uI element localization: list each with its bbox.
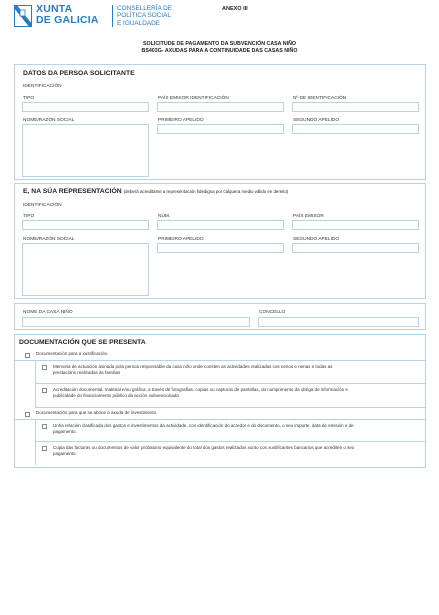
logo-xunta-text [36,4,99,26]
logo-separator [112,5,113,27]
doc-item-justification-text: Documentación para a xustificación. [36,351,109,356]
rep-tipo-field[interactable] [22,220,149,230]
doc-item-relacion-gastos [36,420,425,442]
concello-label: CONCELLO [259,310,286,315]
casa-nino-section [14,303,426,330]
applicant-section [14,64,426,180]
relacion-line2: pagamento. [53,429,77,435]
concello-field[interactable] [258,317,419,327]
acreditacion-line1: Acreditación documental, material e/ou gráfica, a través de fotografías, copias ou capturas de pantallas, do cumprimento da obriga de información e [53,387,348,392]
applicant-identification-label: IDENTIFICACIÓN [23,84,62,89]
document-title [0,41,439,54]
representative-note: (deberá acreditarse a representación fidedigna por calquera medio válido en dereito) [123,189,289,194]
relacion-line1: Unha relación clasificada dos gastos e investimentos da actividade, con identificación do acredor e do documento, o seu importe, data de emisión e de [53,423,354,428]
applicant-nome-label: NOME/RAZÓN SOCIAL [23,118,75,123]
logo-line1: XUNTA [36,3,73,15]
doc-item-acreditacion [36,384,425,408]
rep-ape2-label: SEGUNDO APELIDO [293,237,340,242]
rep-pais-label: PAÍS EMISOR [293,214,324,219]
doc-item-investment [15,408,425,420]
documentation-heading: DOCUMENTACIÓN QUE SE PRESENTA [19,339,146,346]
doc-item-relacion-gastos-text [53,423,354,436]
rep-num-label: NÚM. [158,214,171,219]
logo-cons-line1: CONSELLERÍA DE [117,5,173,12]
applicant-ape1-label: PRIMEIRO APELIDO [158,118,204,123]
rep-ape1-label: PRIMEIRO APELIDO [158,237,204,242]
representative-heading-text: E, NA SÚA REPRESENTACIÓN [23,188,122,195]
logo-cons-line3: E IGUALDADE [117,19,160,27]
applicant-tipo-field[interactable] [22,102,149,112]
representative-section [14,183,426,299]
doc-item-facturas [36,442,425,465]
applicant-heading: DATOS DA PERSOA SOLICITANTE [23,70,135,77]
rep-tipo-label: TIPO [23,214,35,219]
logo-line2: DE GALICIA [36,14,99,26]
applicant-ape2-label: SEGUNDO APELIDO [293,118,340,123]
annex-label: ANEXO III [222,6,248,12]
checkbox-memoria[interactable] [42,365,47,370]
doc-item-facturas-text [53,445,354,458]
memoria-line1: Memoria de actuación asinada pola persoa responsable da casa niño onde consten as actividades realizadas cos nenos e nenas e todas as [53,364,333,369]
applicant-pais-label: PAÍS EMISOR IDENTIFICACIÓN [158,96,229,101]
facturas-line1: Copia das facturas ou documentos de valor probatorio equivalente do total dos gastos realizados xunto cos xustificantes bancarios que acrediten o seu [53,445,355,450]
rep-ape2-field[interactable] [292,243,419,253]
rep-ape1-field[interactable] [157,243,284,253]
doc-item-acreditacion-text [53,387,348,400]
acreditacion-line2: publicidade do financiamento público da acción subvencionada [53,393,179,399]
applicant-pais-field[interactable] [157,102,284,112]
galicia-flag-icon [14,5,32,27]
logo-cons-line2: POLÍTICA SOCIAL [117,12,171,20]
applicant-ape1-field[interactable] [157,124,284,134]
memoria-line2: prestacións realizadas às familias [53,370,121,376]
logo-conselleria-text [117,5,172,27]
applicant-num-field[interactable] [292,102,419,112]
applicant-num-label: Nº DE IDENTIFICACIÓN [293,96,347,101]
rep-identification-label: IDENTIFICACIÓN [23,203,62,208]
applicant-tipo-label: TIPO [23,96,35,101]
checkbox-relacion-gastos[interactable] [42,424,47,429]
facturas-line2: pagamento. [53,451,77,457]
rep-pais-field[interactable] [292,220,419,230]
doc-item-justification [15,349,425,361]
applicant-ape2-field[interactable] [292,124,419,134]
casa-nome-label: NOME DA CASA NIÑO [23,310,73,315]
checkbox-investment[interactable] [25,412,30,417]
applicant-nome-field[interactable] [22,124,149,177]
doc-item-memoria [36,361,425,384]
title-line2: BS403G- AXUDAS PARA A CONTINUIDADE DAS CASAS NIÑO [141,47,298,54]
checkbox-acreditacion[interactable] [42,388,47,393]
checkbox-justification[interactable] [25,353,30,358]
representative-heading [23,188,288,195]
doc-item-memoria-text [53,364,332,377]
title-line1: SOLICITUDE DE PAGAMENTO DA SUBVENCIÓN CASA NIÑO [142,41,297,47]
rep-num-field[interactable] [157,220,284,230]
doc-item-investment-text: Documentación para que se abone a axuda de investimento. [36,410,158,415]
documentation-section [14,334,426,468]
xunta-logo [14,4,174,28]
checkbox-facturas[interactable] [42,446,47,451]
rep-nome-field[interactable] [22,243,149,296]
casa-nome-field[interactable] [22,317,250,327]
rep-nome-label: NOME/RAZÓN SOCIAL [23,237,75,242]
